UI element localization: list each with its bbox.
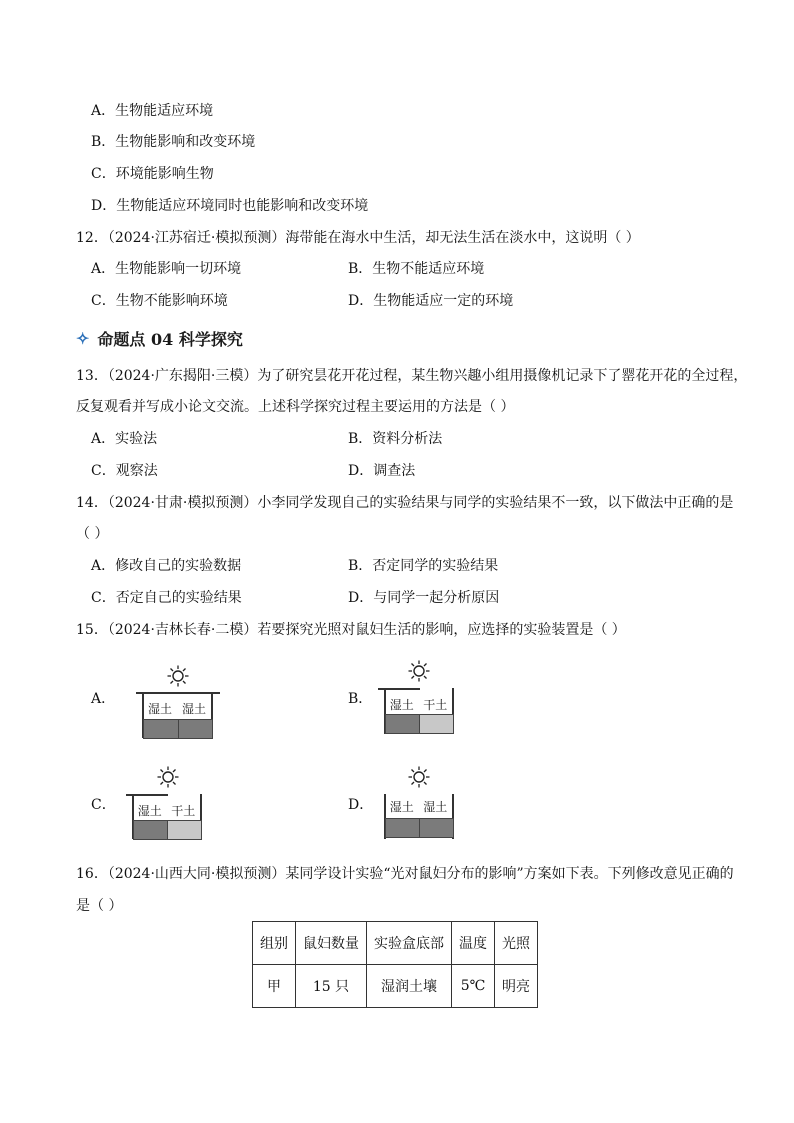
table-cell: 5℃ — [452, 965, 495, 1008]
table-header-cell: 温度 — [452, 922, 495, 965]
q13-option-b: B．资料分析法 — [348, 431, 443, 447]
q12-option-d: D．生物能适应一定的环境 — [348, 293, 514, 309]
sun-icon — [167, 665, 189, 687]
experiment-table — [252, 921, 538, 1008]
q15-stem: 15．（2024·吉林长春·二模）若要探究光照对鼠妇生活的影响，应选择的实验装置是（ ） — [76, 622, 626, 638]
device-a-left-label: 湿土 — [147, 702, 172, 716]
q14-option-a: A．修改自己的实验数据 — [91, 558, 242, 574]
table-cell: 15 只 — [296, 965, 367, 1008]
device-b-right-label: 干土 — [423, 698, 448, 712]
q16-stem-line2: 是（ ） — [76, 898, 123, 914]
table-cell: 湿润土壤 — [367, 965, 452, 1008]
sun-icon — [157, 766, 179, 788]
q14-stem-line2: （ ） — [76, 526, 109, 542]
device-d-letter: D． — [348, 797, 374, 813]
q11-option-d: D．生物能适应环境同时也能影响和改变环境 — [91, 198, 369, 214]
q13-stem-line2: 反复观看并写成小论文交流。上述科学探究过程主要运用的方法是（ ） — [76, 399, 515, 415]
q11-option-c: C．环境能影响生物 — [91, 166, 214, 182]
q13-option-d: D．调查法 — [348, 463, 416, 479]
device-c-left-label: 湿土 — [137, 804, 162, 818]
q12-stem: 12．（2024·江苏宿迁·模拟预测）海带能在海水中生活，却无法生活在淡水中，这说明（ ） — [76, 230, 640, 246]
table-header-cell: 组别 — [253, 922, 296, 965]
table-header-cell: 鼠妇数量 — [296, 922, 367, 965]
device-b-left-label: 湿土 — [389, 698, 414, 712]
table-header-row — [253, 922, 538, 965]
table-header-cell: 光照 — [495, 922, 538, 965]
q12-option-b: B．生物不能适应环境 — [348, 261, 485, 277]
q16-stem-line1: 16．（2024·山西大同·模拟预测）某同学设计实验“光对鼠妇分布的影响”方案如下表。下列修改意见正确的 — [76, 866, 734, 882]
device-b-letter: B． — [348, 691, 373, 707]
q14-option-d: D．与同学一起分析原因 — [348, 590, 500, 606]
table-cell: 明亮 — [495, 965, 538, 1008]
device-c-right-label: 干土 — [171, 804, 196, 818]
sun-icon — [408, 660, 430, 682]
section-title: 命题点 04 科学探究 — [97, 330, 243, 349]
q11-option-b: B．生物能影响和改变环境 — [91, 134, 256, 150]
device-d-right-label: 湿土 — [423, 800, 448, 814]
q12-option-c: C．生物不能影响环境 — [91, 293, 228, 309]
device-c-letter: C． — [91, 797, 116, 813]
section-heading — [76, 327, 243, 350]
q14-option-b: B．否定同学的实验结果 — [348, 558, 499, 574]
sparkle-icon: ✧ — [76, 329, 90, 348]
q13-stem-line1: 13．（2024·广东揭阳·三模）为了研究昙花开花过程，某生物兴趣小组用摄像机记录下了罂花开花的全过程， — [76, 368, 748, 384]
device-d-left-label: 湿土 — [389, 800, 414, 814]
device-a-right-label: 湿土 — [181, 702, 206, 716]
sun-icon — [408, 766, 430, 788]
device-a-letter: A． — [91, 691, 116, 707]
q14-stem-line1: 14．（2024·甘肃·模拟预测）小李同学发现自己的实验结果与同学的实验结果不一致，以下做法中正确的是 — [76, 495, 734, 511]
q11-option-a: A．生物能适应环境 — [91, 103, 214, 119]
table-header-cell: 实验盒底部 — [367, 922, 452, 965]
table-cell: 甲 — [253, 965, 296, 1008]
q12-option-a: A．生物能影响一切环境 — [91, 261, 242, 277]
table-row — [253, 965, 538, 1008]
q13-option-c: C．观察法 — [91, 463, 158, 479]
q13-option-a: A．实验法 — [91, 431, 158, 447]
q14-option-c: C．否定自己的实验结果 — [91, 590, 242, 606]
